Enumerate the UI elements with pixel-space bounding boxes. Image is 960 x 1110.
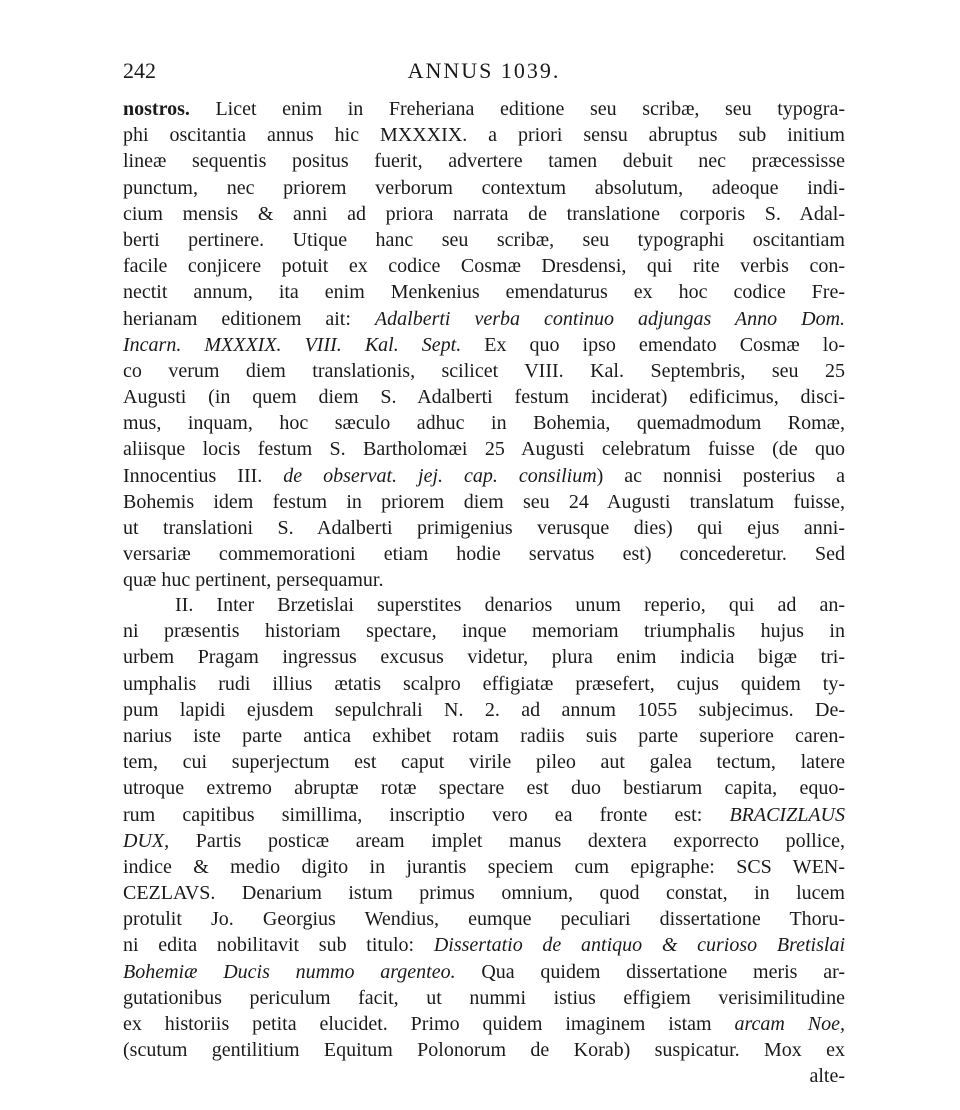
text-line: Incarn. MXXXIX. VIII. Kal. Sept. Ex quo ipso emendato Cosmæ lo- bbox=[123, 333, 845, 356]
text-line: ex historiis petita elucidet. Primo quidem imaginem istam arcam Noe, bbox=[123, 1013, 845, 1035]
text-line: (scutum gentilitium Equitum Polonorum de Korab) suspicatur. Mox ex bbox=[123, 1039, 845, 1062]
text-line: berti pertinere. Utique hanc seu scribæ, seu typographi oscitantiam bbox=[123, 228, 845, 251]
text-line: indice & medio digito in jurantis speciem cum epigraphe: SCS WEN- bbox=[123, 855, 845, 878]
text-line: ni præsentis historiam spectare, inque memoriam triumphalis hujus in bbox=[123, 620, 845, 643]
text-line: facile conjicere potuit ex codice Cosmæ Dresdensi, qui rite verbis con- bbox=[123, 255, 845, 278]
text-line: quæ huc pertinent, persequamur. bbox=[123, 569, 384, 592]
text-line: ni edita nobilitavit sub titulo: Dissertatio de antiquo & curioso Bretislai bbox=[123, 934, 845, 957]
text-line: II. Inter Brzetislai superstites denarios unum reperio, qui ad an- bbox=[175, 594, 845, 616]
text-line: punctum, nec priorem verborum contextum absolutum, adeoque indi- bbox=[123, 176, 845, 199]
text-line: narius iste parte antica exhibet rotam radiis suis parte superiore caren- bbox=[123, 724, 845, 747]
text-line: nectit annum, ita enim Menkenius emendaturus ex hoc codice Fre- bbox=[123, 281, 845, 304]
text-line: pum lapidi ejusdem sepulchrali N. 2. ad annum 1055 subjecimus. De- bbox=[123, 698, 845, 721]
running-title: ANNUS 1039. bbox=[407, 58, 561, 83]
text-line: Bohemis idem festum in priorem diem seu 24 Augusti translatum fuisse, bbox=[123, 490, 845, 513]
text-line: rum capitibus simillima, inscriptio vero ea fronte est: BRACIZLAUS bbox=[123, 803, 845, 826]
text-line: DUX, Partis posticæ aream implet manus dextera exporrecto pollice, bbox=[123, 829, 846, 852]
paragraph-2 bbox=[123, 592, 845, 1090]
text-line: herianam editionem ait: Adalberti verba continuo adjungas Anno Dom. bbox=[123, 307, 846, 330]
text-line: tem, cui superjectum est caput virile pileo aut galea tectum, latere bbox=[123, 751, 845, 774]
text-line: Innocentius III. de observat. jej. cap. consilium) ac nonnisi posterius a bbox=[123, 464, 846, 487]
text-line: umphalis rudi illius ætatis scalpro effigiatæ præsefert, cujus quidem ty- bbox=[123, 672, 845, 695]
text-line: CEZLAVS. Denarium istum primus omnium, quod constat, in lucem bbox=[123, 882, 845, 905]
text-line: cium mensis & anni ad priora narrata de translatione corporis S. Adal- bbox=[123, 202, 845, 225]
text-line: co verum diem translationis, scilicet VIII. Kal. Septembris, seu 25 bbox=[123, 359, 845, 382]
page-number: 242 bbox=[123, 58, 156, 83]
text-line: phi oscitantia annus hic MXXXIX. a priori sensu abruptus sub initium bbox=[123, 124, 845, 147]
catchword: alte- bbox=[809, 1065, 845, 1088]
text-line: urbem Pragam ingressus excusus videtur, plura enim indicia bigæ tri- bbox=[123, 646, 845, 669]
text-line: protulit Jo. Georgius Wendius, eumque peculiari dissertatione Thoru- bbox=[123, 908, 845, 931]
paragraph-1 bbox=[123, 96, 845, 594]
text-line: Augusti (in quem diem S. Adalberti festum inciderat) edificimus, disci- bbox=[123, 386, 845, 409]
text-line: Bohemiæ Ducis nummo argenteo. Qua quidem dissertatione meris ar- bbox=[123, 960, 845, 983]
text-line: gutationibus periculum facit, ut nummi istius effigiem verisimilitudine bbox=[123, 986, 845, 1009]
page-header bbox=[123, 58, 845, 90]
text-line: nostros. Licet enim in Freheriana editione seu scribæ, seu typogra- bbox=[123, 98, 846, 120]
text-line: versariæ commemorationi etiam hodie servatus est) concederetur. Sed bbox=[123, 543, 845, 566]
text-line: mus, inquam, hoc sæculo adhuc in Bohemia, quemadmodum Romæ, bbox=[123, 412, 845, 435]
text-line: aliisque locis festum S. Bartholomæi 25 Augusti celebratum fuisse (de quo bbox=[123, 438, 845, 461]
text-line: utroque extremo abruptæ rotæ spectare est duo bestiarum capita, equo- bbox=[123, 777, 845, 800]
text-line: ut translationi S. Adalberti primigenius verusque dies) qui ejus anni- bbox=[123, 517, 845, 539]
text-line: lineæ sequentis positus fuerit, advertere tamen debuit nec præcessisse bbox=[123, 150, 845, 173]
